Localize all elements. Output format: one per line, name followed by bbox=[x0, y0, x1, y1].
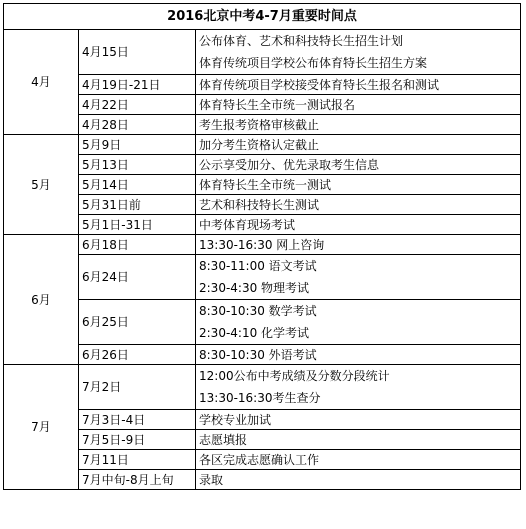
event-line: 艺术和科技特长生测试 bbox=[199, 197, 320, 212]
event-line: 8:30-10:30 外语考试 bbox=[199, 347, 317, 362]
event-line: 13:30-16:30考生查分 bbox=[199, 391, 321, 405]
event-line: 2:30-4:30 物理考试 bbox=[199, 281, 310, 295]
date-cell: 5月14日 bbox=[79, 175, 196, 195]
event-line: 公布体育、艺术和科技特长生招生计划 bbox=[199, 34, 404, 48]
event-cell bbox=[196, 365, 521, 410]
date-cell: 6月24日 bbox=[79, 255, 196, 300]
event-cell bbox=[196, 450, 521, 470]
date-cell: 4月28日 bbox=[79, 115, 196, 135]
month-cell: 7月 bbox=[4, 365, 79, 490]
table-row bbox=[4, 195, 521, 215]
table-row bbox=[4, 30, 521, 75]
table-row bbox=[4, 135, 521, 155]
event-cell bbox=[196, 75, 521, 95]
table-row bbox=[4, 410, 521, 430]
table-row bbox=[4, 175, 521, 195]
month-cell: 6月 bbox=[4, 235, 79, 365]
event-line: 学校专业加试 bbox=[199, 412, 272, 427]
table-row bbox=[4, 365, 521, 410]
table-row bbox=[4, 215, 521, 235]
event-line: 8:30-11:00 语文考试 bbox=[199, 259, 317, 273]
date-cell: 7月2日 bbox=[79, 365, 196, 410]
event-cell bbox=[196, 135, 521, 155]
date-cell: 5月13日 bbox=[79, 155, 196, 175]
date-cell: 6月26日 bbox=[79, 345, 196, 365]
event-line: 体育传统项目学校公布体育特长生招生方案 bbox=[199, 56, 428, 70]
event-cell bbox=[196, 195, 521, 215]
title-row bbox=[4, 4, 521, 30]
table-row bbox=[4, 75, 521, 95]
table-row bbox=[4, 470, 521, 490]
event-line: 公示享受加分、优先录取考生信息 bbox=[199, 157, 380, 172]
event-line: 8:30-10:30 数学考试 bbox=[199, 304, 317, 318]
date-cell: 6月25日 bbox=[79, 300, 196, 345]
date-cell: 5月1日-31日 bbox=[79, 215, 196, 235]
date-cell: 4月15日 bbox=[79, 30, 196, 75]
event-cell bbox=[196, 410, 521, 430]
table-row bbox=[4, 255, 521, 300]
event-cell bbox=[196, 255, 521, 300]
event-line: 12:00公布中考成绩及分数分段统计 bbox=[199, 369, 390, 383]
table-title: 2016北京中考4-7月重要时间点 bbox=[4, 4, 521, 30]
event-cell bbox=[196, 30, 521, 75]
date-cell: 7月中旬-8月上旬 bbox=[79, 470, 196, 490]
date-cell: 7月3日-4日 bbox=[79, 410, 196, 430]
date-cell: 4月22日 bbox=[79, 95, 196, 115]
date-cell: 7月11日 bbox=[79, 450, 196, 470]
event-cell bbox=[196, 95, 521, 115]
event-line: 2:30-4:10 化学考试 bbox=[199, 326, 310, 340]
date-cell: 5月9日 bbox=[79, 135, 196, 155]
event-cell bbox=[196, 215, 521, 235]
event-line: 体育传统项目学校接受体育特长生报名和测试 bbox=[199, 77, 440, 92]
table-row bbox=[4, 235, 521, 255]
schedule-table bbox=[3, 3, 521, 490]
event-line: 体育特长生全市统一测试 bbox=[199, 177, 332, 192]
event-cell bbox=[196, 345, 521, 365]
table-row bbox=[4, 95, 521, 115]
event-line: 13:30-16:30 网上咨询 bbox=[199, 237, 325, 252]
month-cell: 4月 bbox=[4, 30, 79, 135]
event-cell bbox=[196, 115, 521, 135]
event-line: 加分考生资格认定截止 bbox=[199, 137, 320, 152]
event-cell bbox=[196, 300, 521, 345]
table-row bbox=[4, 345, 521, 365]
event-line: 考生报考资格审核截止 bbox=[199, 117, 320, 132]
event-cell bbox=[196, 235, 521, 255]
event-cell bbox=[196, 430, 521, 450]
event-cell bbox=[196, 155, 521, 175]
date-cell: 6月18日 bbox=[79, 235, 196, 255]
event-line: 志愿填报 bbox=[199, 432, 248, 447]
date-cell: 7月5日-9日 bbox=[79, 430, 196, 450]
month-cell: 5月 bbox=[4, 135, 79, 235]
date-cell: 4月19日-21日 bbox=[79, 75, 196, 95]
event-cell bbox=[196, 175, 521, 195]
table-row bbox=[4, 450, 521, 470]
table-row bbox=[4, 115, 521, 135]
event-cell bbox=[196, 470, 521, 490]
table-row bbox=[4, 430, 521, 450]
table-row bbox=[4, 155, 521, 175]
table-row bbox=[4, 300, 521, 345]
event-line: 录取 bbox=[199, 472, 224, 487]
event-line: 中考体育现场考试 bbox=[199, 217, 296, 232]
event-line: 体育特长生全市统一测试报名 bbox=[199, 97, 356, 112]
date-cell: 5月31日前 bbox=[79, 195, 196, 215]
event-line: 各区完成志愿确认工作 bbox=[199, 452, 320, 467]
